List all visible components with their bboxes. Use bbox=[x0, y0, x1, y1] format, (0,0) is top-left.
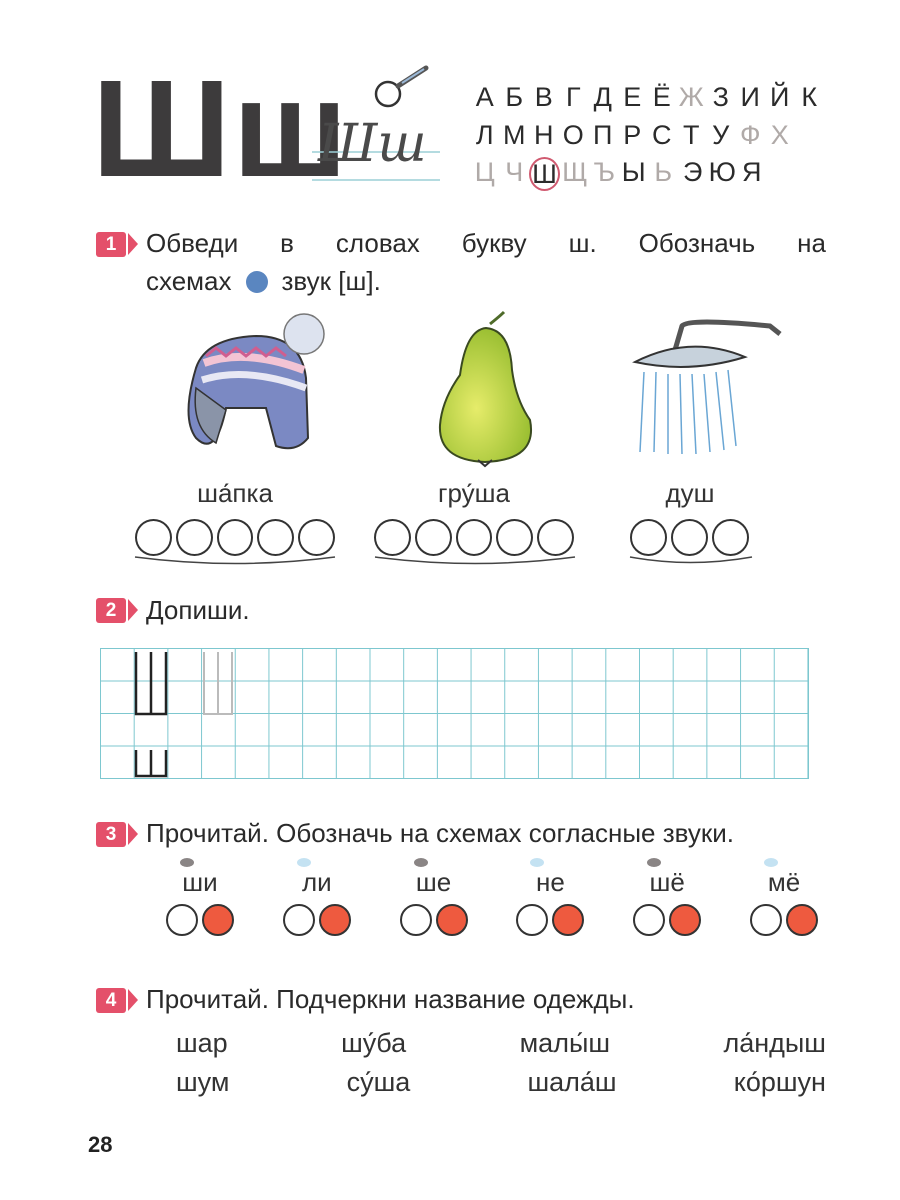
task-1-word: словах bbox=[335, 228, 420, 258]
alphabet-letter: Г bbox=[565, 82, 581, 112]
sound-scheme-3[interactable] bbox=[630, 519, 750, 556]
word-group-2 bbox=[374, 478, 574, 556]
alphabet-letter: Ь bbox=[654, 157, 673, 187]
syllable-group bbox=[162, 858, 238, 936]
word-row bbox=[176, 1067, 826, 1098]
alphabet-letter: Ф bbox=[739, 120, 761, 150]
alphabet-letter: Ж bbox=[678, 82, 704, 112]
word-3: душ bbox=[665, 478, 715, 508]
sound-circle[interactable] bbox=[671, 519, 708, 556]
task-1-badge: 1 bbox=[96, 232, 126, 257]
consonant-circle[interactable] bbox=[750, 904, 782, 936]
syllable: ли bbox=[301, 867, 332, 897]
magnifier-icon bbox=[372, 64, 432, 114]
syllable-list bbox=[162, 858, 822, 936]
consonant-circle[interactable] bbox=[283, 904, 315, 936]
sound-circle[interactable] bbox=[257, 519, 294, 556]
word-item[interactable]: ла́ндыш bbox=[723, 1028, 826, 1058]
consonant-circle[interactable] bbox=[166, 904, 198, 936]
alphabet-letter: Ы bbox=[621, 157, 646, 187]
vowel-circle bbox=[552, 904, 584, 936]
alphabet-letter: В bbox=[534, 82, 553, 112]
syllable-group bbox=[279, 858, 355, 936]
alphabet-letter: Щ bbox=[562, 157, 588, 187]
alphabet-letter-highlighted: Ш bbox=[529, 157, 560, 191]
sound-circle[interactable] bbox=[298, 519, 335, 556]
big-letter-heading: Шш bbox=[92, 52, 350, 206]
alphabet-letter: П bbox=[593, 120, 613, 150]
alphabet-letter: Т bbox=[683, 120, 700, 150]
syllable-scheme[interactable] bbox=[166, 904, 234, 936]
alphabet-letter: Н bbox=[534, 120, 554, 150]
word-1: ша́пка bbox=[197, 478, 273, 508]
consonant-circle[interactable] bbox=[516, 904, 548, 936]
syllable-scheme[interactable] bbox=[633, 904, 701, 936]
syllable-scheme[interactable] bbox=[516, 904, 584, 936]
sound-circle[interactable] bbox=[496, 519, 533, 556]
syllable: мё bbox=[767, 867, 801, 897]
script-letter: Шш bbox=[318, 114, 427, 174]
task-2-text: Допиши. bbox=[146, 595, 250, 625]
sound-scheme-1[interactable] bbox=[135, 519, 335, 556]
alphabet-letter: Я bbox=[742, 157, 762, 187]
task-1-word: Обведи bbox=[146, 228, 239, 258]
syllable: ши bbox=[182, 867, 218, 897]
alphabet-letter: О bbox=[562, 120, 584, 150]
task-1-line-2-start: схемах bbox=[146, 266, 232, 296]
alphabet-letter: У bbox=[712, 120, 730, 150]
alphabet-letter: Ю bbox=[708, 157, 736, 187]
word-item[interactable]: шала́ш bbox=[527, 1067, 617, 1097]
vowel-circle bbox=[202, 904, 234, 936]
alphabet-letter: Ч bbox=[505, 157, 524, 187]
vowel-circle bbox=[319, 904, 351, 936]
alphabet-row-3 bbox=[470, 157, 767, 191]
sound-circle[interactable] bbox=[630, 519, 667, 556]
word-row bbox=[176, 1028, 826, 1059]
vowel-circle bbox=[669, 904, 701, 936]
task-1-line-1 bbox=[146, 228, 826, 259]
alphabet-letter: И bbox=[740, 82, 760, 112]
word-item[interactable]: шар bbox=[176, 1028, 228, 1058]
shower-picture bbox=[630, 312, 790, 462]
alphabet-letter: Д bbox=[593, 82, 612, 112]
vowel-circle bbox=[436, 904, 468, 936]
task-3-text: Прочитай. Обозначь на схемах согласные звуки. bbox=[146, 818, 734, 848]
hat-picture bbox=[176, 308, 336, 468]
sound-circle[interactable] bbox=[712, 519, 749, 556]
alphabet-letter: М bbox=[503, 120, 526, 150]
syllable-scheme[interactable] bbox=[750, 904, 818, 936]
alphabet-letter: Х bbox=[770, 120, 789, 150]
cloud-icon bbox=[530, 858, 544, 867]
word-item[interactable]: шу́ба bbox=[341, 1028, 407, 1058]
alphabet-letter: Б bbox=[505, 82, 524, 112]
alphabet-letter: А bbox=[475, 82, 494, 112]
task-1-word: ш. bbox=[568, 228, 597, 258]
task-1-word: Обозначь bbox=[638, 228, 756, 258]
syllable: не bbox=[535, 867, 565, 897]
sound-dot-icon bbox=[246, 271, 268, 293]
alphabet-letter: Ъ bbox=[593, 157, 615, 187]
consonant-circle[interactable] bbox=[400, 904, 432, 936]
vowel-circle bbox=[786, 904, 818, 936]
sound-circle[interactable] bbox=[176, 519, 213, 556]
task-1-line-2 bbox=[146, 266, 381, 297]
sound-circle[interactable] bbox=[374, 519, 411, 556]
alphabet-letter: Е bbox=[623, 82, 642, 112]
alphabet-letter: Й bbox=[770, 82, 790, 112]
sound-scheme-2[interactable] bbox=[374, 519, 574, 556]
sound-circle[interactable] bbox=[415, 519, 452, 556]
word-item[interactable]: шум bbox=[176, 1067, 230, 1097]
sound-circle[interactable] bbox=[217, 519, 254, 556]
alphabet-row-2 bbox=[470, 120, 795, 151]
task-1-word: в bbox=[280, 228, 294, 258]
sound-circle[interactable] bbox=[537, 519, 574, 556]
syllable-group bbox=[629, 858, 705, 936]
alphabet-letter: Ё bbox=[652, 82, 671, 112]
word-item[interactable]: малы́ш bbox=[519, 1028, 611, 1058]
task-1-word: на bbox=[797, 228, 826, 258]
sound-circle[interactable] bbox=[135, 519, 172, 556]
task-1-line-2-end: звук [ш]. bbox=[281, 266, 381, 296]
alphabet-letter: З bbox=[712, 82, 729, 112]
cloud-icon bbox=[764, 858, 778, 867]
word-item[interactable]: ко́ршун bbox=[733, 1067, 826, 1097]
task-4-text: Прочитай. Подчеркни название одежды. bbox=[146, 984, 635, 1014]
page-number: 28 bbox=[88, 1132, 113, 1157]
sound-circle[interactable] bbox=[456, 519, 493, 556]
alphabet-letter: С bbox=[652, 120, 672, 150]
pear-picture bbox=[430, 310, 540, 470]
task-2-badge: 2 bbox=[96, 598, 126, 623]
cloud-icon bbox=[297, 858, 311, 867]
stone-icon bbox=[414, 858, 428, 867]
stone-icon bbox=[647, 858, 661, 867]
syllable: ше bbox=[415, 867, 452, 897]
alphabet-row-1 bbox=[470, 82, 824, 113]
consonant-circle[interactable] bbox=[633, 904, 665, 936]
syllable: шё bbox=[649, 867, 685, 897]
alphabet-letter: Р bbox=[623, 120, 642, 150]
word-group-1 bbox=[135, 478, 335, 556]
alphabet-letter: Э bbox=[683, 157, 703, 187]
syllable-scheme[interactable] bbox=[283, 904, 351, 936]
task-4-badge: 4 bbox=[96, 988, 126, 1013]
task-1-word: букву bbox=[461, 228, 527, 258]
word-table bbox=[176, 1028, 826, 1106]
syllable-group bbox=[396, 858, 472, 936]
syllable-group bbox=[746, 858, 822, 936]
alphabet-letter: К bbox=[801, 82, 818, 112]
word-item[interactable]: су́ша bbox=[346, 1067, 411, 1097]
word-2: гру́ша bbox=[438, 478, 510, 508]
syllable-scheme[interactable] bbox=[400, 904, 468, 936]
syllable-group bbox=[512, 858, 588, 936]
alphabet-letter: Ц bbox=[474, 157, 495, 187]
task-3-badge: 3 bbox=[96, 822, 126, 847]
sample-letters bbox=[130, 648, 240, 778]
stone-icon bbox=[180, 858, 194, 867]
scheme-underline-arcs bbox=[130, 552, 770, 572]
word-group-3 bbox=[630, 478, 750, 556]
alphabet-letter: Л bbox=[475, 120, 494, 150]
